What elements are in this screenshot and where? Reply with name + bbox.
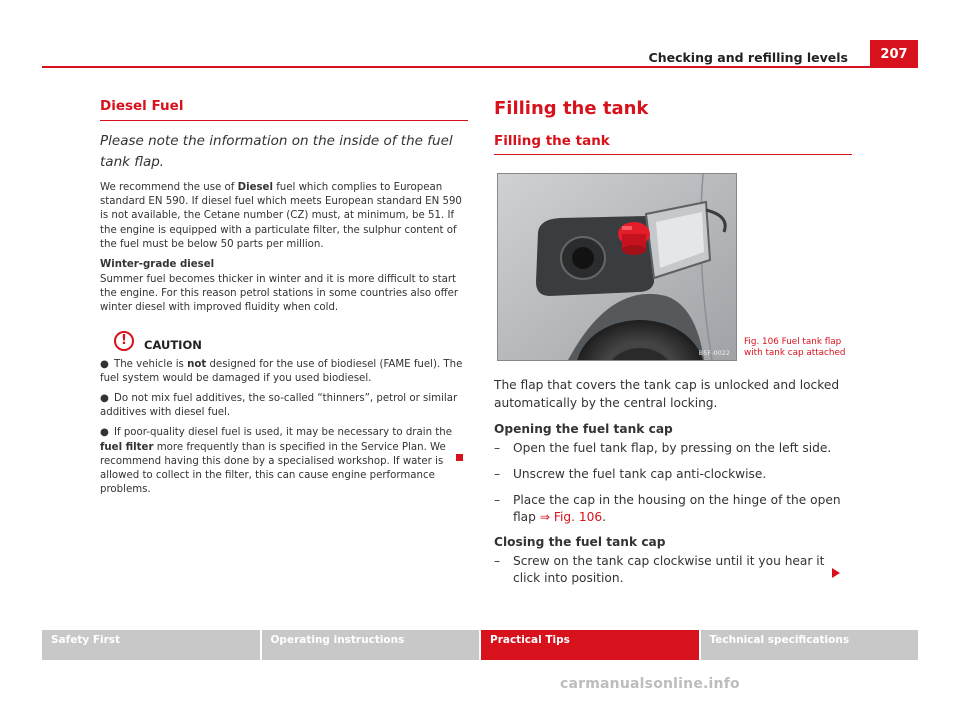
footer-tab-practical-tips[interactable]: Practical Tips xyxy=(481,630,699,660)
caution-header xyxy=(100,330,468,352)
fuel-flap-illustration xyxy=(498,174,736,360)
winter-diesel-heading: Winter-grade diesel xyxy=(100,259,215,271)
left-column xyxy=(100,98,468,503)
footer-tab-operating-instructions[interactable]: Operating instructions xyxy=(262,630,480,660)
page-number: 207 xyxy=(870,40,918,66)
caution-bullet: ● If poor-quality diesel fuel is used, it may be necessary to drain the fuel filter more frequently than is specified in the Service Plan. We recommend having this done by a specialised workshop. If water is allowed to collect in the filter, this can cause engine performance problems. xyxy=(100,427,452,496)
header-rule xyxy=(42,66,918,68)
section-end-marker xyxy=(456,454,463,461)
continue-arrow-icon xyxy=(832,568,840,578)
filling-tank-body xyxy=(494,376,852,596)
right-column xyxy=(494,98,852,155)
footer-tab-safety-first[interactable]: Safety First xyxy=(42,630,260,660)
closing-cap-heading: Closing the fuel tank cap xyxy=(494,535,666,549)
diesel-paragraph: We recommend the use of Diesel fuel which complies to European standard EN 590. If diesel fuel which meets European standard EN 590 is not available, the Cetane number (CZ) must, at minimum, be 51. If the engine is equipped with a particulate filter, the sulphur content of the fuel must be below 50 parts per million. xyxy=(100,182,462,250)
opening-cap-heading: Opening the fuel tank cap xyxy=(494,422,673,436)
fuel-tank-flap-figure xyxy=(497,173,737,361)
figure-reference-link[interactable]: ⇒ Fig. 106 xyxy=(539,510,603,524)
figure-caption: Fig. 106 Fuel tank flap with tank cap attached xyxy=(744,337,846,358)
caution-label: CAUTION xyxy=(144,337,202,352)
footer-tabs xyxy=(42,630,918,660)
diesel-intro: Please note the information on the inside of the fuel tank flap. xyxy=(100,133,453,170)
step-item: – Place the cap in the housing on the hinge of the open flap ⇒ Fig. 106. xyxy=(494,493,841,524)
diesel-fuel-heading: Diesel Fuel xyxy=(100,98,468,121)
central-locking-paragraph: The flap that covers the tank cap is unlocked and locked automatically by the central locking. xyxy=(494,378,840,410)
winter-diesel-paragraph: Summer fuel becomes thicker in winter and it is more difficult to start the engine. For this reason petrol stations in some countries also offer winter diesel with improved fluidity when cold. xyxy=(100,274,459,314)
footer-tab-technical-specifications[interactable]: Technical specifications xyxy=(701,630,919,660)
step-item: – Unscrew the fuel tank cap anti-clockwise. xyxy=(494,467,767,481)
running-header-title: Checking and refilling levels xyxy=(648,50,848,65)
figure-code: B5F-0022 xyxy=(698,349,730,357)
caution-bullet: ● Do not mix fuel additives, the so-called “thinners”, petrol or similar additives with diesel fuel. xyxy=(100,393,458,419)
filling-tank-title: Filling the tank xyxy=(494,98,649,119)
filling-tank-subtitle: Filling the tank xyxy=(494,133,852,155)
step-item: – Screw on the tank cap clockwise until it you hear it click into position. xyxy=(494,554,825,585)
caution-icon: ! xyxy=(114,331,134,351)
watermark: carmanualsonline.info xyxy=(560,676,740,692)
step-item: – Open the fuel tank flap, by pressing on the left side. xyxy=(494,441,832,455)
caution-bullet: ● The vehicle is not designed for the use of biodiesel (FAME fuel). The fuel system would be damaged if you used biodiesel. xyxy=(100,358,463,384)
